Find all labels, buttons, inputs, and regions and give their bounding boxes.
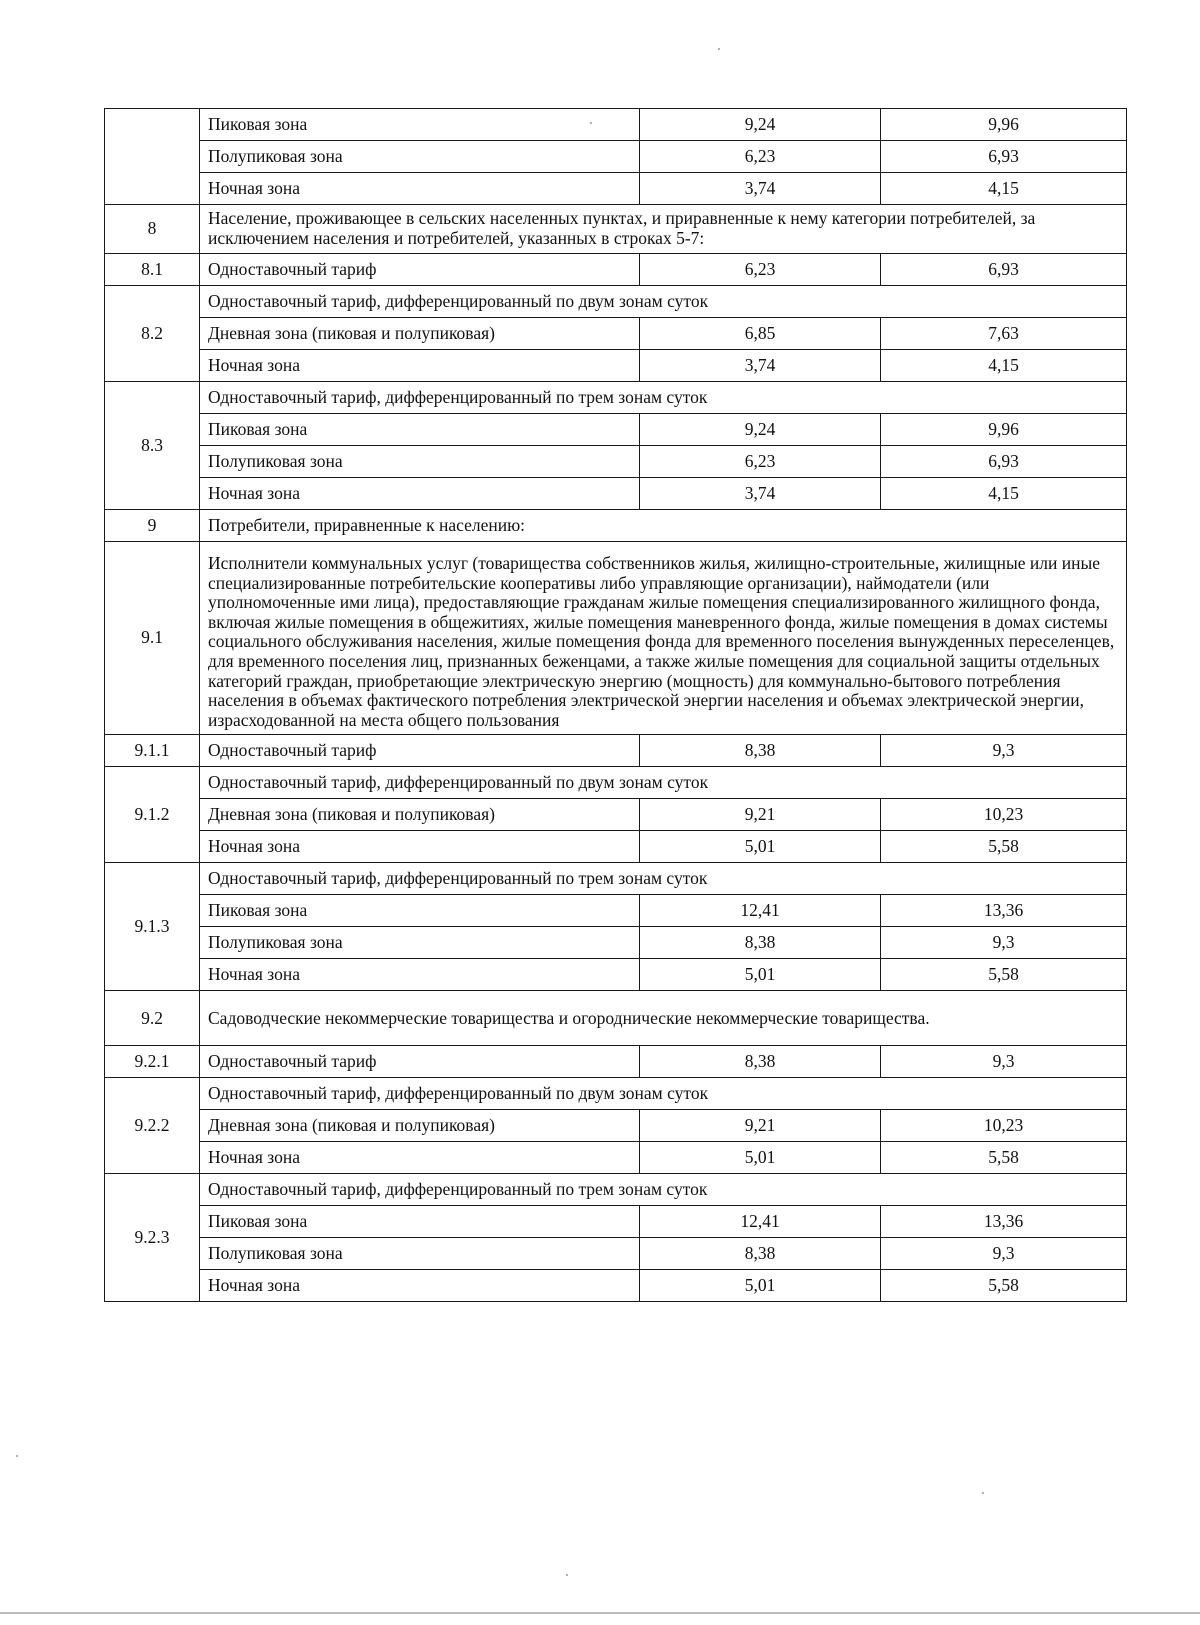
section-label: Исполнители коммунальных услуг (товарищества собственников жилья, жилищно-строительные, жилищные или иные специализированные потребительские кооперативы либо управляющие организации), наймодатели (или уполномоченные ими лица), предоставляющие гражданам жилые помещения специализированного жилищного фонда, включая жилые помещения в общежитиях, жилые помещения маневренного фонда, жилые помещения в домах системы социального обслуживания населения, жилые помещения фонда для временного поселения вынужденных переселенцев, для временного поселения лиц, признанных беженцами, а также жилые помещения для социальной защиты отдельных категорий граждан, приобретающие электрическую энергию (мощность) для коммунально-бытового потребления населения в объемах фактического потребления электрической энергии населения и объемах электрической энергии, израсходованной на места общего пользования xyxy=(200,542,1127,735)
value-cell-2: 5,58 xyxy=(881,959,1127,991)
row-label: Ночная зона xyxy=(200,1270,640,1302)
section-row xyxy=(105,991,1127,1046)
value-cell-2: 7,63 xyxy=(881,318,1127,350)
section-row xyxy=(105,510,1127,542)
row-label: Одноставочный тариф xyxy=(200,254,640,286)
row-number: 9.1.1 xyxy=(105,735,200,767)
value-cell-1: 9,21 xyxy=(640,1110,881,1142)
table-row xyxy=(105,1110,1127,1142)
table-row xyxy=(105,927,1127,959)
table-row xyxy=(105,350,1127,382)
group-head-row xyxy=(105,1174,1127,1206)
row-number: 9.2 xyxy=(105,991,200,1046)
value-cell-1: 6,23 xyxy=(640,141,881,173)
value-cell-1: 9,24 xyxy=(640,414,881,446)
value-cell-1: 8,38 xyxy=(640,927,881,959)
value-cell-1: 3,74 xyxy=(640,350,881,382)
group-head-row xyxy=(105,286,1127,318)
scan-speck xyxy=(718,48,720,50)
row-label: Пиковая зона xyxy=(200,109,640,141)
row-label: Ночная зона xyxy=(200,478,640,510)
table-row xyxy=(105,1046,1127,1078)
value-cell-2: 6,93 xyxy=(881,141,1127,173)
scan-speck xyxy=(590,122,592,124)
value-cell-2: 9,96 xyxy=(881,414,1127,446)
value-cell-1: 6,85 xyxy=(640,318,881,350)
table-row xyxy=(105,735,1127,767)
section-row xyxy=(105,542,1127,735)
section-label: Потребители, приравненные к населению: xyxy=(200,510,1127,542)
table-row xyxy=(105,959,1127,991)
group-head-row xyxy=(105,1078,1127,1110)
table-row xyxy=(105,799,1127,831)
row-label: Пиковая зона xyxy=(200,414,640,446)
row-label: Дневная зона (пиковая и полупиковая) xyxy=(200,799,640,831)
row-number: 9.1.2 xyxy=(105,767,200,863)
row-label: Полупиковая зона xyxy=(200,141,640,173)
row-label: Полупиковая зона xyxy=(200,446,640,478)
value-cell-2: 9,3 xyxy=(881,1046,1127,1078)
value-cell-1: 12,41 xyxy=(640,895,881,927)
value-cell-1: 5,01 xyxy=(640,1270,881,1302)
row-number: 9.2.3 xyxy=(105,1174,200,1302)
row-number: 8.1 xyxy=(105,254,200,286)
tariff-table xyxy=(104,108,1127,1302)
table-row xyxy=(105,895,1127,927)
table-row xyxy=(105,1270,1127,1302)
row-label: Пиковая зона xyxy=(200,895,640,927)
group-head-row xyxy=(105,863,1127,895)
scan-speck xyxy=(566,1574,568,1576)
value-cell-2: 5,58 xyxy=(881,1142,1127,1174)
value-cell-1: 5,01 xyxy=(640,959,881,991)
value-cell-1: 9,24 xyxy=(640,109,881,141)
table-row xyxy=(105,318,1127,350)
section-label: Садоводческие некоммерческие товарищества и огороднические некоммерческие товарищества. xyxy=(200,991,1127,1046)
row-number: 9 xyxy=(105,510,200,542)
value-cell-1: 6,23 xyxy=(640,446,881,478)
value-cell-2: 4,15 xyxy=(881,173,1127,205)
value-cell-2: 13,36 xyxy=(881,1206,1127,1238)
table-row xyxy=(105,109,1127,141)
group-head-row xyxy=(105,382,1127,414)
group-label: Одноставочный тариф, дифференцированный по трем зонам суток xyxy=(200,863,1127,895)
value-cell-2: 10,23 xyxy=(881,799,1127,831)
table-row xyxy=(105,478,1127,510)
row-label: Полупиковая зона xyxy=(200,1238,640,1270)
table-row xyxy=(105,831,1127,863)
value-cell-1: 9,21 xyxy=(640,799,881,831)
value-cell-2: 4,15 xyxy=(881,350,1127,382)
row-label: Пиковая зона xyxy=(200,1206,640,1238)
scan-edge-line xyxy=(0,1612,1200,1614)
value-cell-2: 9,3 xyxy=(881,927,1127,959)
row-number: 8.2 xyxy=(105,286,200,382)
scan-speck xyxy=(982,1492,984,1494)
table-row xyxy=(105,254,1127,286)
value-cell-2: 5,58 xyxy=(881,1270,1127,1302)
value-cell-2: 9,3 xyxy=(881,735,1127,767)
scan-speck xyxy=(16,1455,18,1457)
row-number-cell xyxy=(105,109,200,205)
row-label: Ночная зона xyxy=(200,173,640,205)
table-row xyxy=(105,446,1127,478)
row-label: Ночная зона xyxy=(200,831,640,863)
row-number: 8 xyxy=(105,205,200,254)
row-label: Ночная зона xyxy=(200,350,640,382)
table-row xyxy=(105,414,1127,446)
group-label: Одноставочный тариф, дифференцированный по двум зонам суток xyxy=(200,1078,1127,1110)
value-cell-1: 6,23 xyxy=(640,254,881,286)
table-row xyxy=(105,1238,1127,1270)
value-cell-1: 8,38 xyxy=(640,1046,881,1078)
value-cell-1: 5,01 xyxy=(640,831,881,863)
row-number: 9.1 xyxy=(105,542,200,735)
section-label: Население, проживающее в сельских населенных пунктах, и приравненные к нему категории потребителей, за исключением населения и потребителей, указанных в строках 5-7: xyxy=(200,205,1127,254)
row-label: Дневная зона (пиковая и полупиковая) xyxy=(200,1110,640,1142)
table-row xyxy=(105,1142,1127,1174)
section-row xyxy=(105,205,1127,254)
group-label: Одноставочный тариф, дифференцированный по трем зонам суток xyxy=(200,1174,1127,1206)
group-label: Одноставочный тариф, дифференцированный по двум зонам суток xyxy=(200,286,1127,318)
value-cell-1: 5,01 xyxy=(640,1142,881,1174)
value-cell-2: 5,58 xyxy=(881,831,1127,863)
table-row xyxy=(105,141,1127,173)
row-number: 9.1.3 xyxy=(105,863,200,991)
row-label: Полупиковая зона xyxy=(200,927,640,959)
value-cell-1: 8,38 xyxy=(640,1238,881,1270)
value-cell-2: 6,93 xyxy=(881,446,1127,478)
value-cell-1: 3,74 xyxy=(640,173,881,205)
row-number: 8.3 xyxy=(105,382,200,510)
table-row xyxy=(105,1206,1127,1238)
value-cell-2: 6,93 xyxy=(881,254,1127,286)
group-head-row xyxy=(105,767,1127,799)
value-cell-1: 3,74 xyxy=(640,478,881,510)
row-label: Одноставочный тариф xyxy=(200,735,640,767)
value-cell-2: 9,96 xyxy=(881,109,1127,141)
row-label: Дневная зона (пиковая и полупиковая) xyxy=(200,318,640,350)
table-row xyxy=(105,173,1127,205)
group-label: Одноставочный тариф, дифференцированный по трем зонам суток xyxy=(200,382,1127,414)
value-cell-2: 13,36 xyxy=(881,895,1127,927)
value-cell-2: 4,15 xyxy=(881,478,1127,510)
row-number: 9.2.2 xyxy=(105,1078,200,1174)
value-cell-2: 10,23 xyxy=(881,1110,1127,1142)
value-cell-1: 12,41 xyxy=(640,1206,881,1238)
value-cell-2: 9,3 xyxy=(881,1238,1127,1270)
value-cell-1: 8,38 xyxy=(640,735,881,767)
group-label: Одноставочный тариф, дифференцированный по двум зонам суток xyxy=(200,767,1127,799)
row-number: 9.2.1 xyxy=(105,1046,200,1078)
row-label: Ночная зона xyxy=(200,1142,640,1174)
row-label: Одноставочный тариф xyxy=(200,1046,640,1078)
row-label: Ночная зона xyxy=(200,959,640,991)
